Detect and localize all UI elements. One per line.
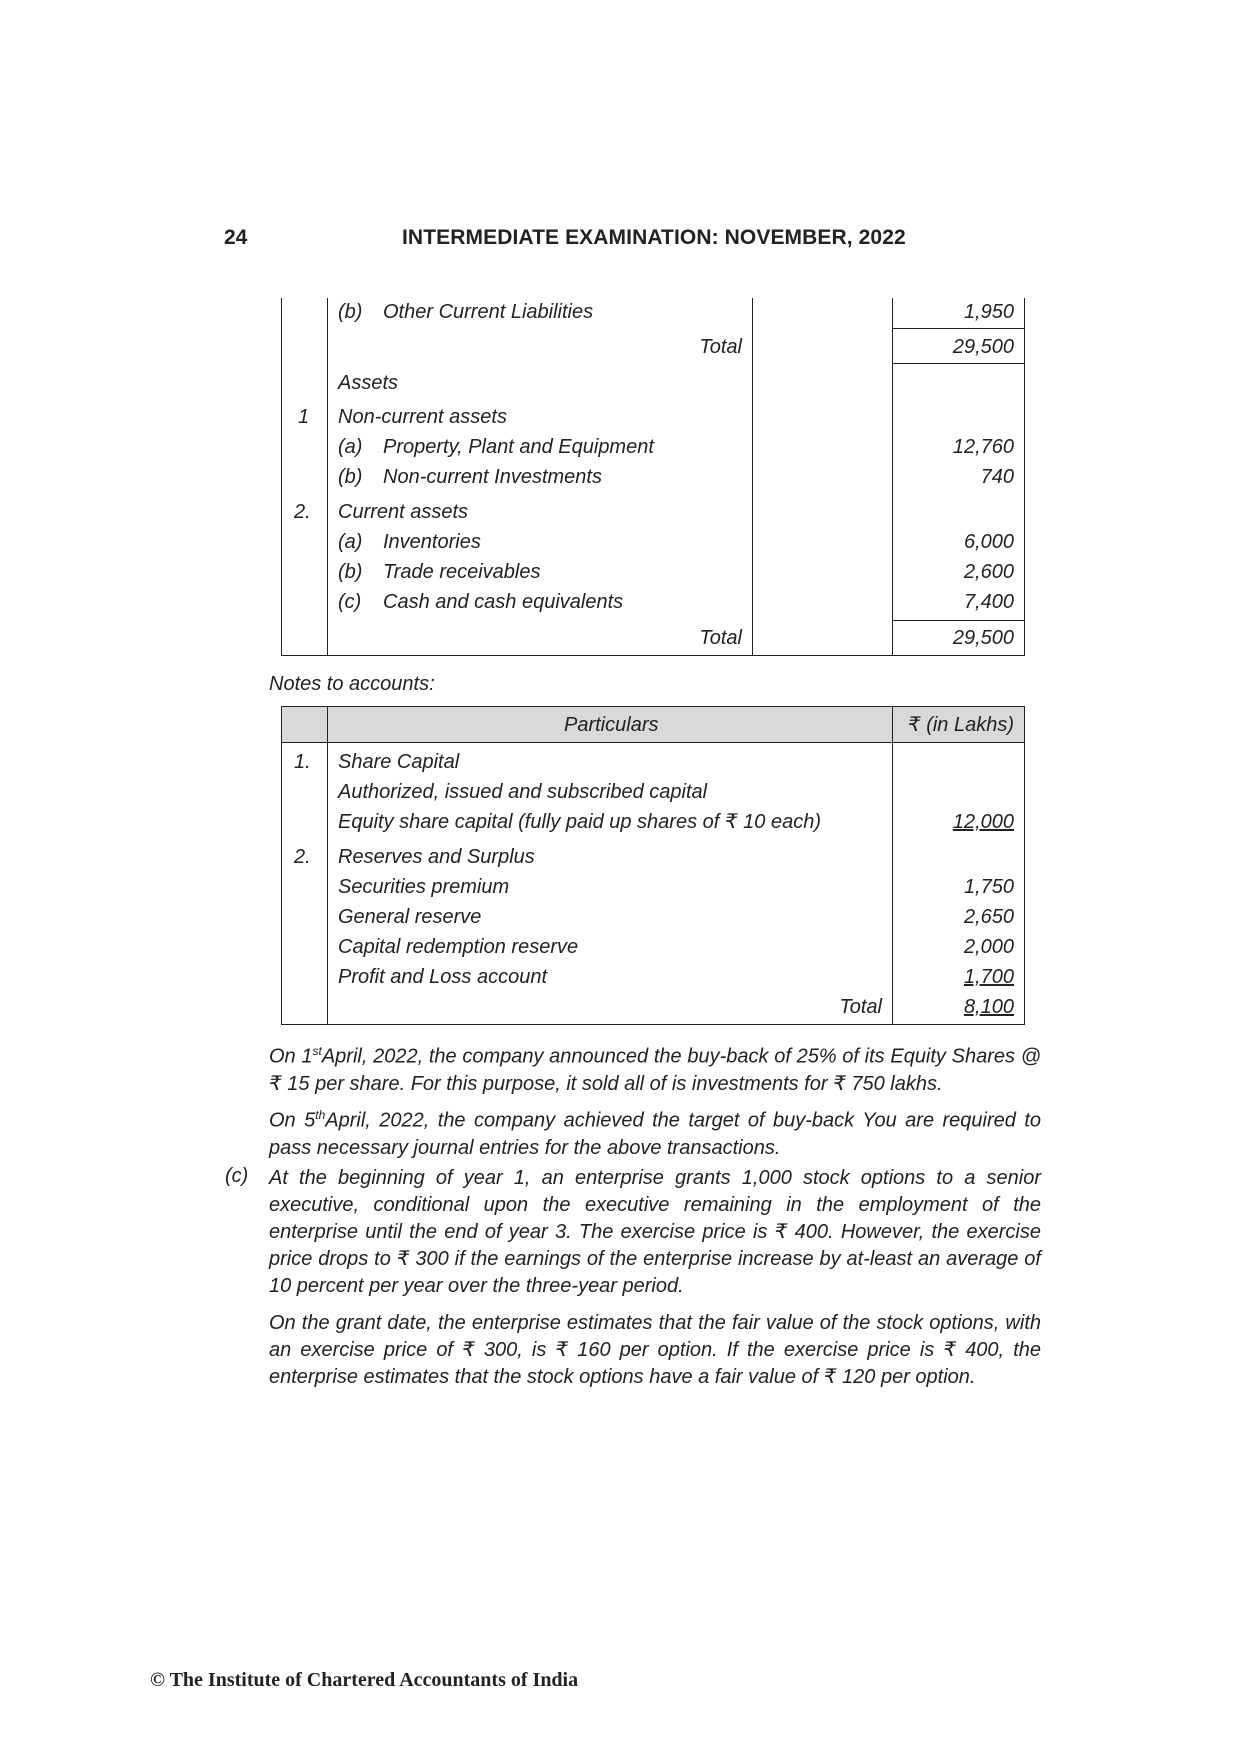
- bs-label: Cash and cash equivalents: [383, 591, 624, 613]
- note-amount: 2,650: [963, 906, 1014, 928]
- notes-title: Notes to accounts:: [269, 673, 435, 695]
- bs-marker: (b): [338, 466, 363, 488]
- page-number: 24: [224, 226, 248, 249]
- bs-label: Non-current Investments: [383, 466, 602, 488]
- paragraph-buyback-announcement: On 1stApril, 2022, the company announced the buy-back of 25% of its Equity Shares @ ₹ 15 per share. For this purpose, it sold all of is investments for ₹ 750 lakhs.: [269, 1044, 1041, 1095]
- bs-amount: 12,760: [952, 436, 1014, 458]
- note-title: Share Capital: [338, 751, 460, 773]
- bs-total-label: Total: [699, 627, 742, 649]
- balance-sheet-table: [281, 298, 1025, 656]
- bs-assets-heading: Assets: [338, 372, 399, 394]
- paragraph-buyback-target: On 5thApril, 2022, the company achieved the target of buy-back You are required to pass necessary journal entries for the above transactions.: [269, 1108, 1042, 1159]
- bs-row-number: 2.: [294, 501, 311, 523]
- bs-amount: 7,400: [963, 591, 1014, 613]
- bs-amount: 740: [980, 466, 1014, 488]
- bs-section-label: Current assets: [338, 501, 469, 523]
- bs-section-label: Non-current assets: [338, 406, 507, 428]
- note-line: Securities premium: [338, 876, 510, 898]
- paragraph-stock-options: At the beginning of year 1, an enterprise grants 1,000 stock options to a senior executive, conditional upon the executive remaining in the employment of the enterprise until the end of year 3. The exercise price is ₹ 400. However, the exercise price drops to ₹ 300 if the earnings of the enterprise increase by at-least an average of 10 percent per year over the three-year period.: [269, 1167, 1041, 1297]
- question-marker: (c): [225, 1165, 249, 1187]
- bs-total-amount: 29,500: [952, 336, 1014, 358]
- note-line: Authorized, issued and subscribed capital: [338, 781, 708, 803]
- bs-label: Inventories: [383, 531, 481, 553]
- bs-total-label: Total: [699, 336, 742, 358]
- bs-marker: (b): [338, 561, 363, 583]
- note-total-label: Total: [839, 996, 882, 1018]
- bs-marker: (c): [338, 591, 362, 613]
- footer-copyright: © The Institute of Chartered Accountants of India: [150, 1669, 579, 1691]
- note-line: Profit and Loss account: [338, 966, 548, 988]
- note-total-amount: 8,100: [963, 996, 1014, 1018]
- note-line: Capital redemption reserve: [338, 936, 579, 958]
- bs-row-number: 1: [298, 406, 310, 428]
- note-line: General reserve: [338, 906, 482, 928]
- bs-amount: 6,000: [963, 531, 1014, 553]
- note-number: 1.: [294, 751, 311, 773]
- note-amount: 12,000: [952, 811, 1014, 833]
- bs-label: Other Current Liabilities: [383, 301, 594, 323]
- notes-table: [281, 706, 1025, 1025]
- bs-marker: (a): [338, 531, 363, 553]
- note-amount: 2,000: [963, 936, 1014, 958]
- bs-marker: (b): [338, 301, 363, 323]
- bs-amount: 2,600: [963, 561, 1014, 583]
- note-number: 2.: [294, 846, 311, 868]
- bs-marker: (a): [338, 436, 363, 458]
- note-line: Equity share capital (fully paid up shares of ₹ 10 each): [338, 811, 821, 833]
- note-amount: 1,750: [963, 876, 1014, 898]
- bs-amount: 1,950: [963, 301, 1014, 323]
- bs-label: Trade receivables: [383, 561, 541, 583]
- header-particulars: Particulars: [564, 714, 659, 736]
- note-title: Reserves and Surplus: [338, 846, 535, 868]
- header-amount: ₹ (in Lakhs): [907, 714, 1014, 736]
- bs-label: Property, Plant and Equipment: [383, 436, 654, 458]
- note-amount: 1,700: [963, 966, 1014, 988]
- paragraph-fair-value: On the grant date, the enterprise estimates that the fair value of the stock options, with an exercise price of ₹ 300, is ₹ 160 per option. If the exercise price is ₹ 400, the enterprise estimates that the stock options have a fair value of ₹ 120 per option.: [269, 1312, 1041, 1388]
- page-title: INTERMEDIATE EXAMINATION: NOVEMBER, 2022: [402, 226, 906, 249]
- bs-total-amount: 29,500: [952, 627, 1014, 649]
